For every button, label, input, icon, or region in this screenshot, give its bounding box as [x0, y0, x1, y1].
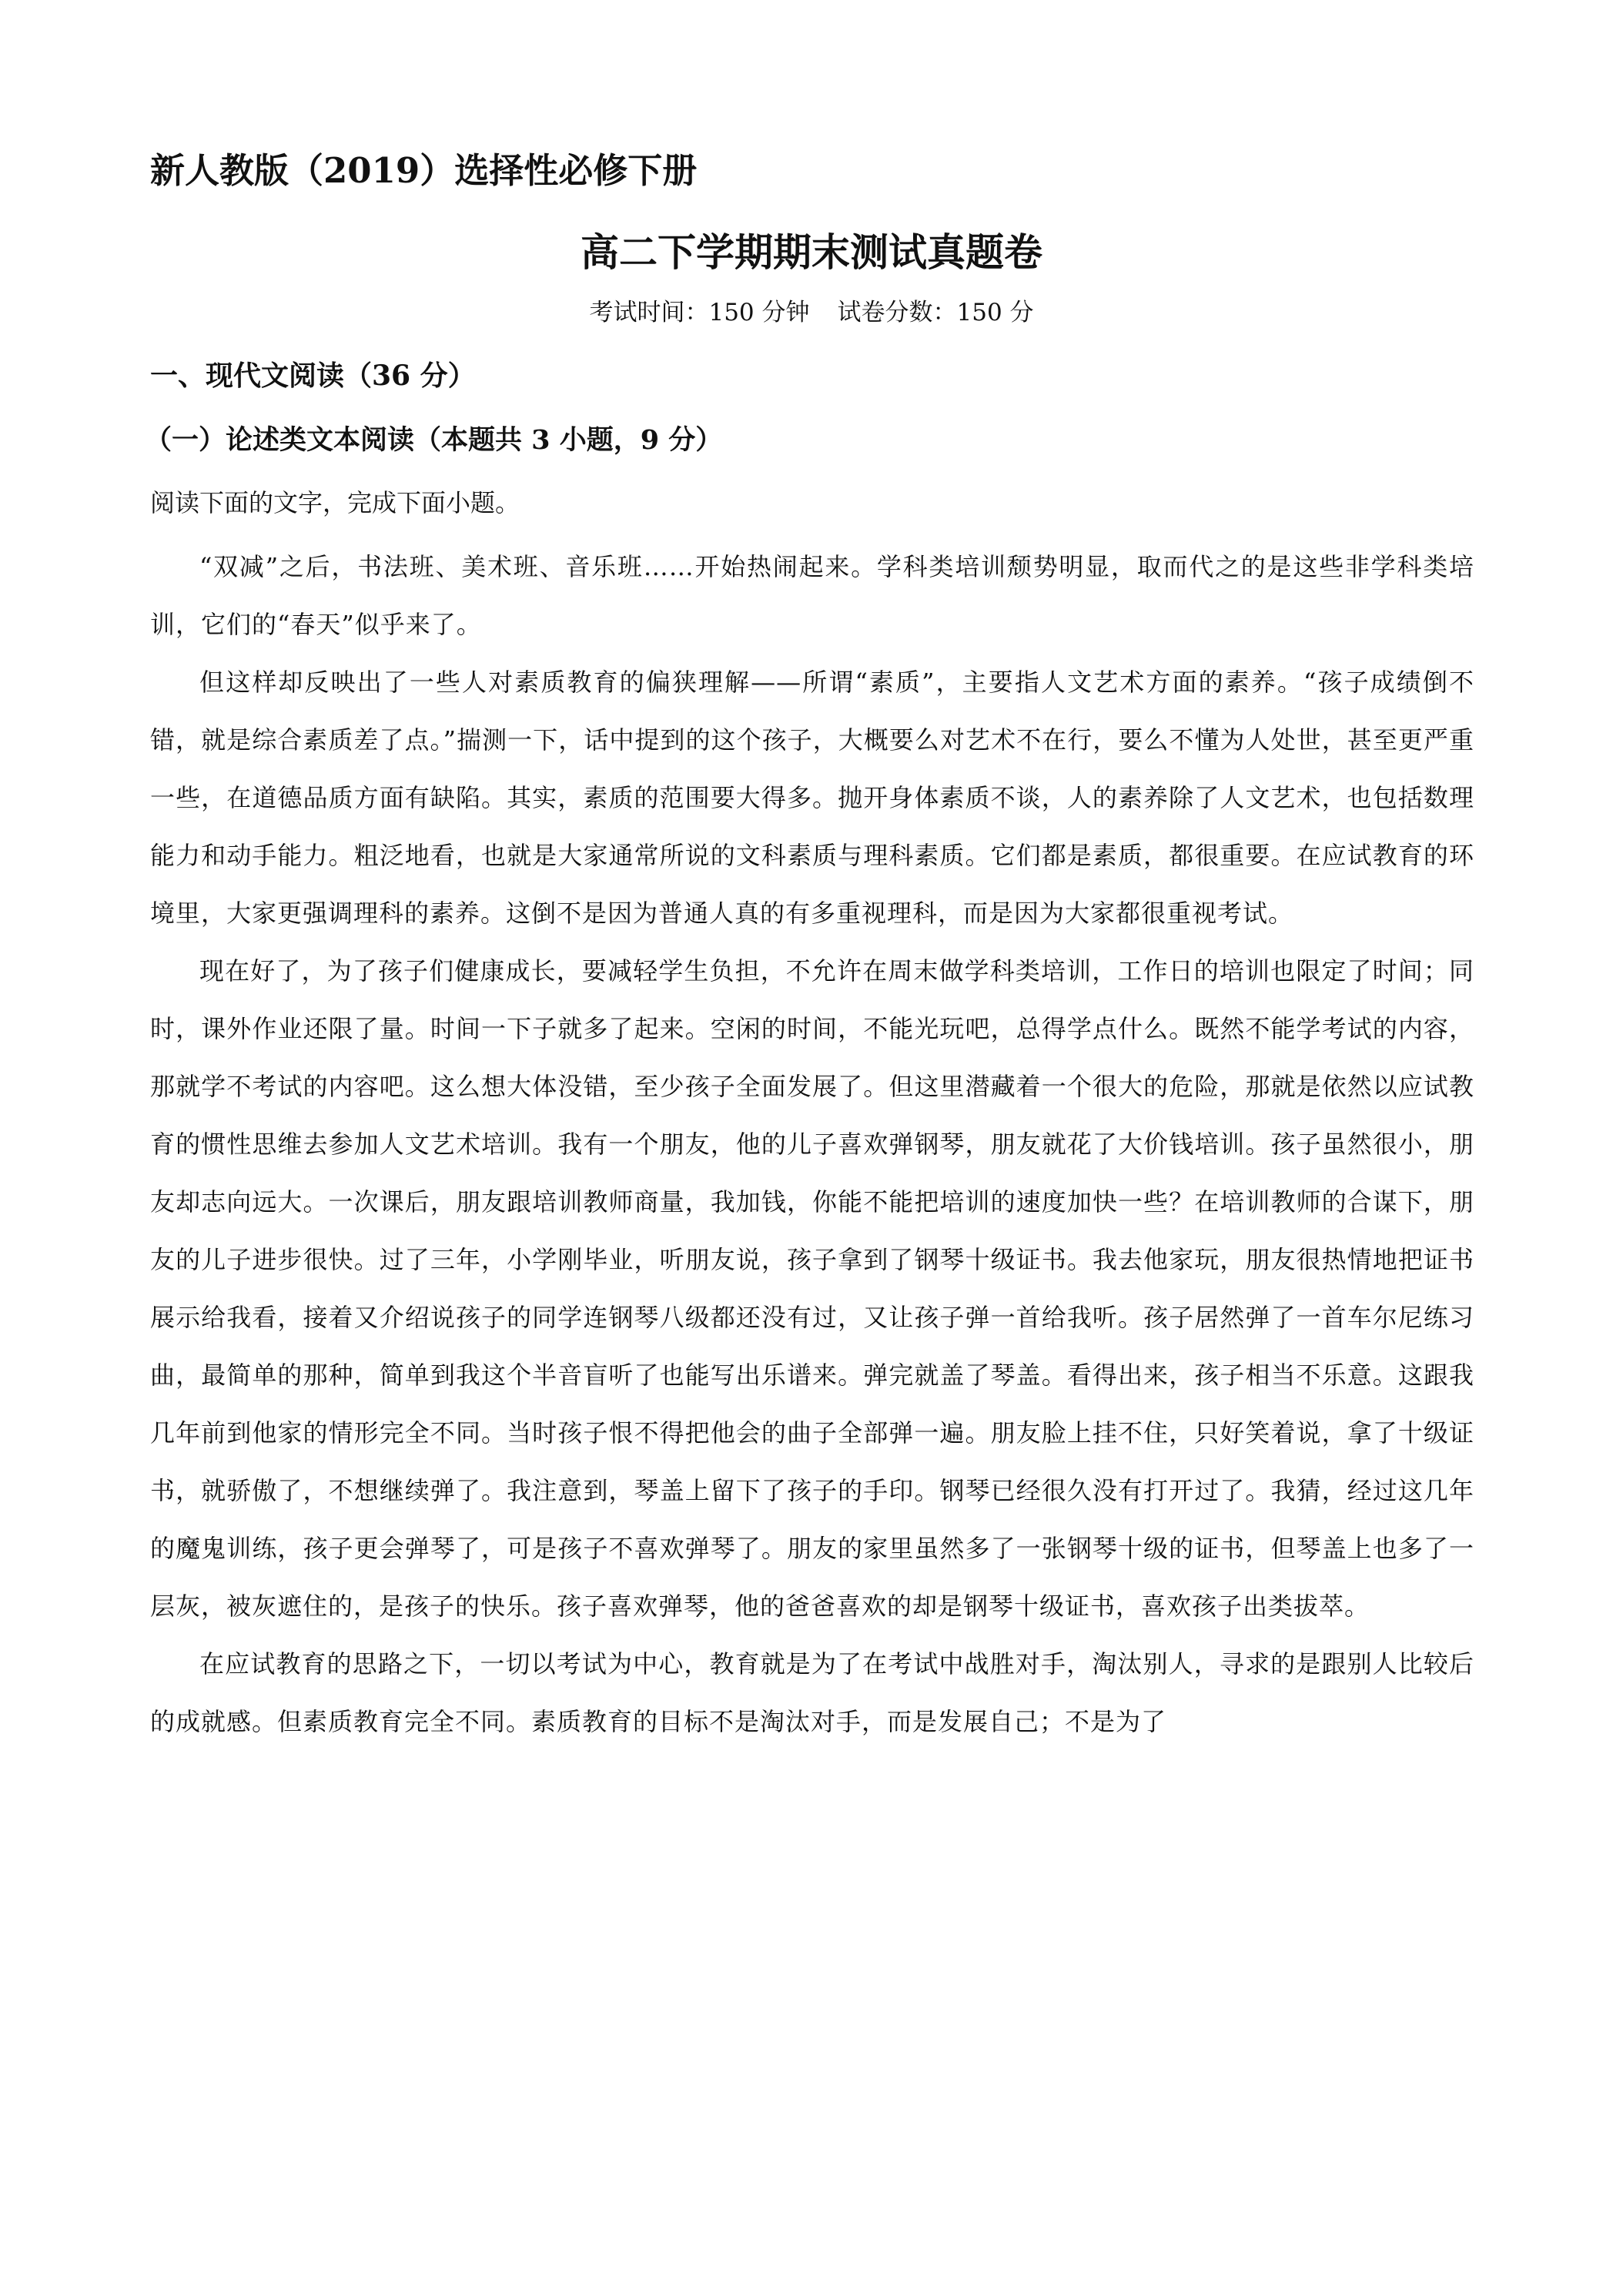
exam-time: 考试时间：150 分钟	[589, 299, 810, 326]
textbook-title: 新人教版（2019）选择性必修下册	[150, 150, 698, 191]
exam-info	[0, 296, 1623, 330]
reading-passage	[150, 538, 1474, 1751]
passage-paragraph: “双减”之后，书法班、美术班、音乐班……开始热闹起来。学科类培训颓势明显，取而代之的是这些非学科类培训，它们的“春天”似乎来了。	[150, 552, 1474, 639]
exam-title: 高二下学期期末测试真题卷	[581, 229, 1042, 275]
passage-paragraph: 但这样却反映出了一些人对素质教育的偏狭理解——所谓“素质”，主要指人文艺术方面的素养。“孩子成绩倒不错，就是综合素质差了点。”揣测一下，话中提到的这个孩子，大概要么对艺术不在行，要么不懂为人处世，甚至更严重一些，在道德品质方面有缺陷。其实，素质的范围要大得多。抛开身体素质不谈，人的素养除了人文艺术，也包括数理能力和动手能力。粗泛地看，也就是大家通常所说的文科素质与理科素质。它们都是素质，都很重要。在应试教育的环境里，大家更强调理科的素养。这倒不是因为普通人真的有多重视理科，而是因为大家都很重视考试。	[150, 668, 1474, 928]
passage-paragraph: 现在好了，为了孩子们健康成长，要减轻学生负担，不允许在周末做学科类培训，工作日的培训也限定了时间；同时，课外作业还限了量。时间一下子就多了起来。空闲的时间，不能光玩吧，总得学点什么。既然不能学考试的内容，那就学不考试的内容吧。这么想大体没错，至少孩子全面发展了。但这里潜藏着一个很大的危险，那就是依然以应试教育的惯性思维去参加人文艺术培训。我有一个朋友，他的儿子喜欢弹钢琴，朋友就花了大价钱培训。孩子虽然很小，朋友却志向远大。一次课后，朋友跟培训教师商量，我加钱，你能不能把培训的速度加快一些？在培训教师的合谋下，朋友的儿子进步很快。过了三年，小学刚毕业，听朋友说，孩子拿到了钢琴十级证书。我去他家玩，朋友很热情地把证书展示给我看，接着又介绍说孩子的同学连钢琴八级都还没有过，又让孩子弹一首给我听。孩子居然弹了一首车尔尼练习曲，最简单的那种，简单到我这个半音盲听了也能写出乐谱来。弹完就盖了琴盖。看得出来，孩子相当不乐意。这跟我几年前到他家的情形完全不同。当时孩子恨不得把他会的曲子全部弹一遍。朋友脸上挂不住，只好笑着说，拿了十级证书，就骄傲了，不想继续弹了。我注意到，琴盖上留下了孩子的手印。钢琴已经很久没有打开过了。我猜，经过这几年的魔鬼训练，孩子更会弹琴了，可是孩子不喜欢弹琴了。朋友的家里虽然多了一张钢琴十级的证书，但琴盖上也多了一层灰，被灰遮住的，是孩子的快乐。孩子喜欢弹琴，他的爸爸喜欢的却是钢琴十级证书，喜欢孩子出类拔萃。	[150, 956, 1474, 1621]
subsection-title: （一）论述类文本阅读（本题共 3 小题，9 分）	[145, 424, 723, 456]
reading-instruction: 阅读下面的文字，完成下面小题。	[150, 488, 520, 517]
section-title: 一、现代文阅读（36 分）	[150, 360, 476, 392]
exam-score: 试卷分数：150 分	[837, 299, 1034, 326]
passage-paragraph: 在应试教育的思路之下，一切以考试为中心，教育就是为了在考试中战胜对手，淘汰别人，寻求的是跟别人比较后的成就感。但素质教育完全不同。素质教育的目标不是淘汰对手，而是发展自己；不是为了	[150, 1649, 1474, 1736]
